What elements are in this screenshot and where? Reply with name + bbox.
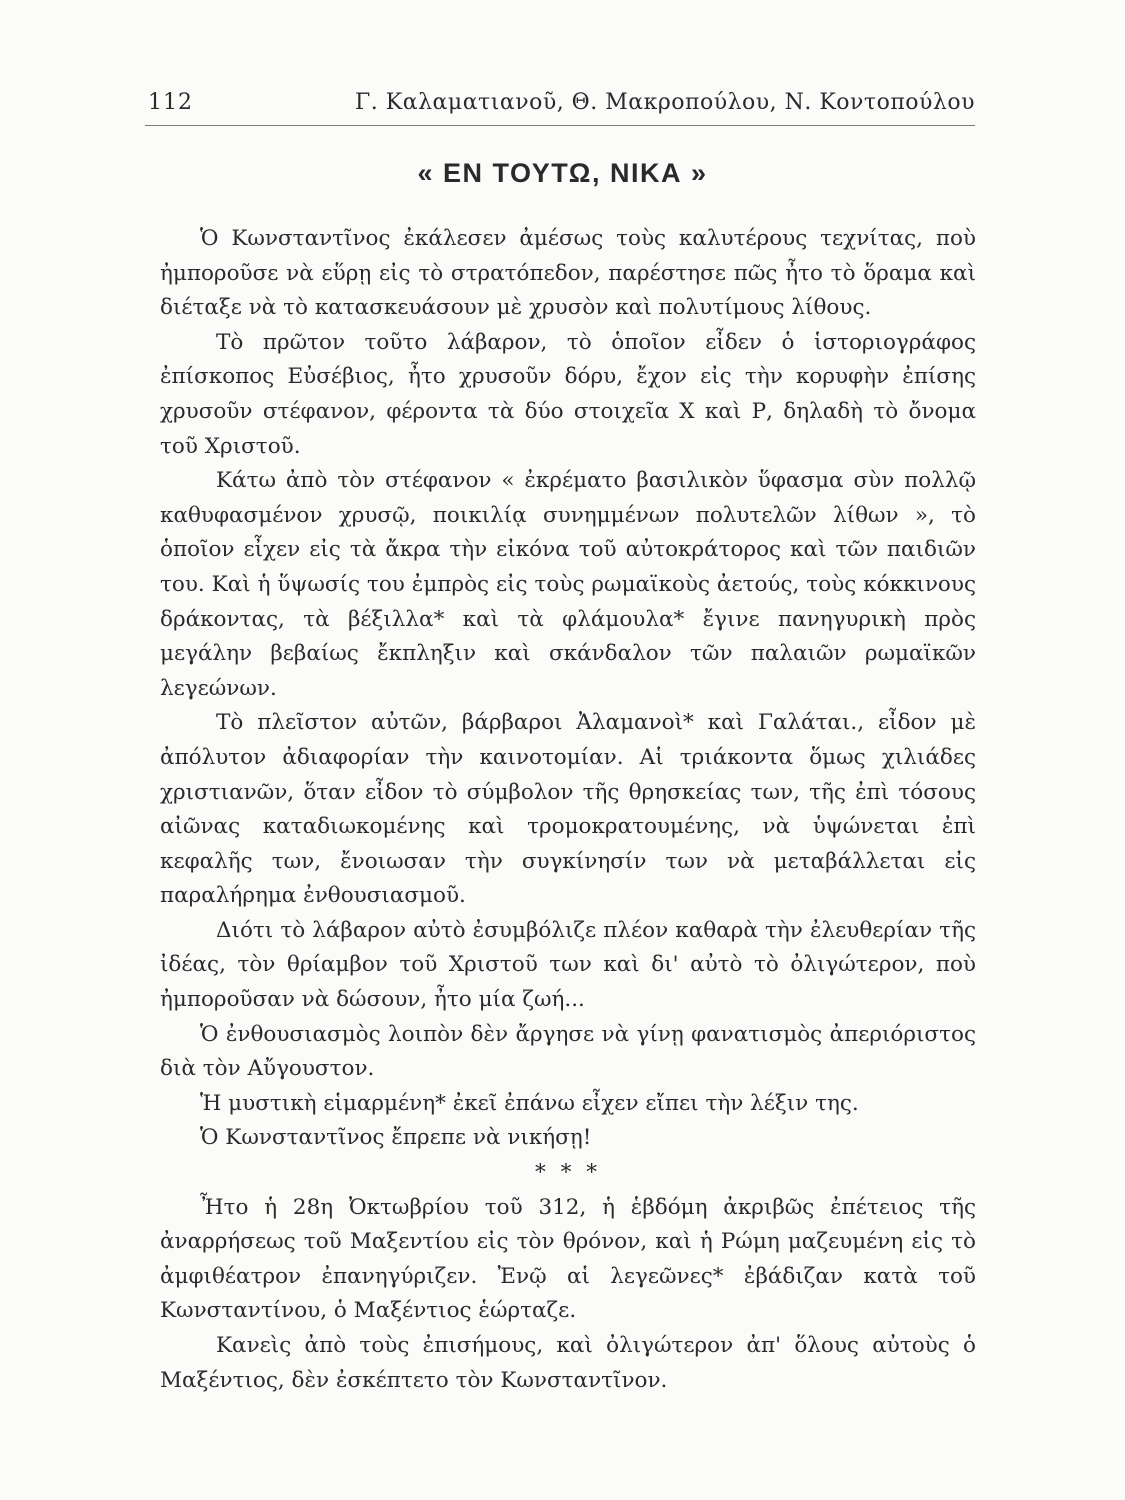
paragraph: Κάτω ἀπὸ τὸν στέφανον « ἐκρέματο βασιλικὸν ὕφασμα σὺν πολλῷ καθυφασμένον χρυσῷ, ποικιλίᾳ συνημμένων πολυτελῶν λίθων », τὸ ὁποῖον εἶχεν εἰς τὰ ἄκρα τὴν εἰκόνα τοῦ αὐτοκράτορος καὶ τῶν παιδιῶν του. Καὶ ἡ ὕψωσίς του ἐμπρὸς εἰς τοὺς ρωμαϊκοὺς ἀετούς, τοὺς κόκκινους δράκοντας, τὰ βέξιλλα* καὶ τὰ φλάμουλα* ἔγινε πανηγυρικὴ πρὸς μεγάλην βεβαίως ἔκπληξιν καὶ σκάνδαλον τῶν παλαιῶν ρωμαϊκῶν λεγεώνων.	[160, 468, 976, 701]
paragraph: Ὁ Κωνσταντῖνος ἐκάλεσεν ἀμέσως τοὺς καλυτέρους τεχνίτας, ποὺ ἠμποροῦσε νὰ εὕρῃ εἰς τὸ στρατόπεδον, παρέστησε πῶς ἦτο τὸ ὅραμα καὶ διέταξε νὰ τὸ κατασκευάσουν μὲ χρυσὸν καὶ πολυτίμους λίθους.	[160, 226, 976, 321]
paragraph: Ἡ μυστικὴ εἱμαρμένη* ἐκεῖ ἐπάνω εἶχεν εἴπει τὴν λέξιν της.	[200, 1090, 859, 1116]
chapter-title: « ΕΝ ΤΟΥΤΩ, ΝΙΚΑ »	[417, 158, 708, 188]
paragraph: Τὸ πρῶτον τοῦτο λάβαρον, τὸ ὁποῖον εἶδεν ὁ ἱστοριογράφος ἐπίσκοπος Εὐσέβιος, ἦτο χρυσοῦν δόρυ, ἔχον εἰς τὴν κορυφὴν ἐπίσης χρυσοῦν στέφανον, φέροντα τὰ δύο στοιχεῖα Χ καὶ Ρ, δηλαδὴ τὸ ὄνομα τοῦ Χριστοῦ.	[160, 329, 976, 459]
running-head: Γ. Καλαματιανοῦ, Θ. Μακροπούλου, Ν. Κοντοπούλου	[355, 90, 975, 115]
paragraph: Ἦτο ἡ 28η Ὀκτωβρίου τοῦ 312, ἡ ἑβδόμη ἀκριβῶς ἐπέτειος τῆς ἀναρρήσεως τοῦ Μαξεντίου εἰς τὸν θρόνον, καὶ ἡ Ρώμη μαζευμένη εἰς τὸ ἀμφιθέατρον ἐπανηγύριζεν. Ἐνῷ αἱ λεγεῶνες* ἐβάδιζαν κατὰ τοῦ Κωνσταντίνου, ὁ Μαξέντιος ἑώρταζε.	[160, 1194, 976, 1324]
header-rule	[145, 125, 975, 126]
page-number: 112	[148, 90, 193, 115]
paragraph: Διότι τὸ λάβαρον αὐτὸ ἐσυμβόλιζε πλέον καθαρὰ τὴν ἐλευθερίαν τῆς ἰδέας, τὸν θρίαμβον τοῦ Χριστοῦ των καὶ δι' αὐτὸ τὸ ὀλιγώτερον, ποὺ ἠμποροῦσαν νὰ δώσουν, ἦτο μία ζωή...	[160, 917, 976, 1013]
paragraph: Τὸ πλεῖστον αὐτῶν, βάρβαροι Ἀλαμανοὶ* καὶ Γαλάται., εἶδον μὲ ἀπόλυτον ἀδιαφορίαν τὴν καινοτομίαν. Αἱ τριάκοντα ὅμως χιλιάδες χριστιανῶν, ὅταν εἶδον τὸ σύμβολον τῆς θρησκείας των, τῆς ἐπὶ τόσους αἰῶνας καταδιωκομένης καὶ τρομοκρατουμένης, νὰ ὑψώνεται ἐπὶ κεφαλῆς των, ἔνοιωσαν τὴν συγκίνησίν των νὰ μεταβάλλεται εἰς παραλήρημα ἐνθουσιασμοῦ.	[160, 710, 976, 909]
paragraph: Κανεὶς ἀπὸ τοὺς ἐπισήμους, καὶ ὀλιγώτερον ἀπ' ὅλους αὐτοὺς ὁ Μαξέντιος, δὲν ἐσκέπτετο τὸν Κωνσταντῖνον.	[160, 1333, 976, 1393]
paragraph: Ὁ ἐνθουσιασμὸς λοιπὸν δὲν ἄργησε νὰ γίνῃ φανατισμὸς ἀπεριόριστος διὰ τὸν Αὔγουστον.	[160, 1021, 976, 1082]
body-text	[160, 222, 976, 1398]
paragraph: Ὁ Κωνσταντῖνος ἔπρεπε νὰ νικήσῃ!	[200, 1125, 592, 1151]
section-break: * * *	[535, 1160, 601, 1186]
